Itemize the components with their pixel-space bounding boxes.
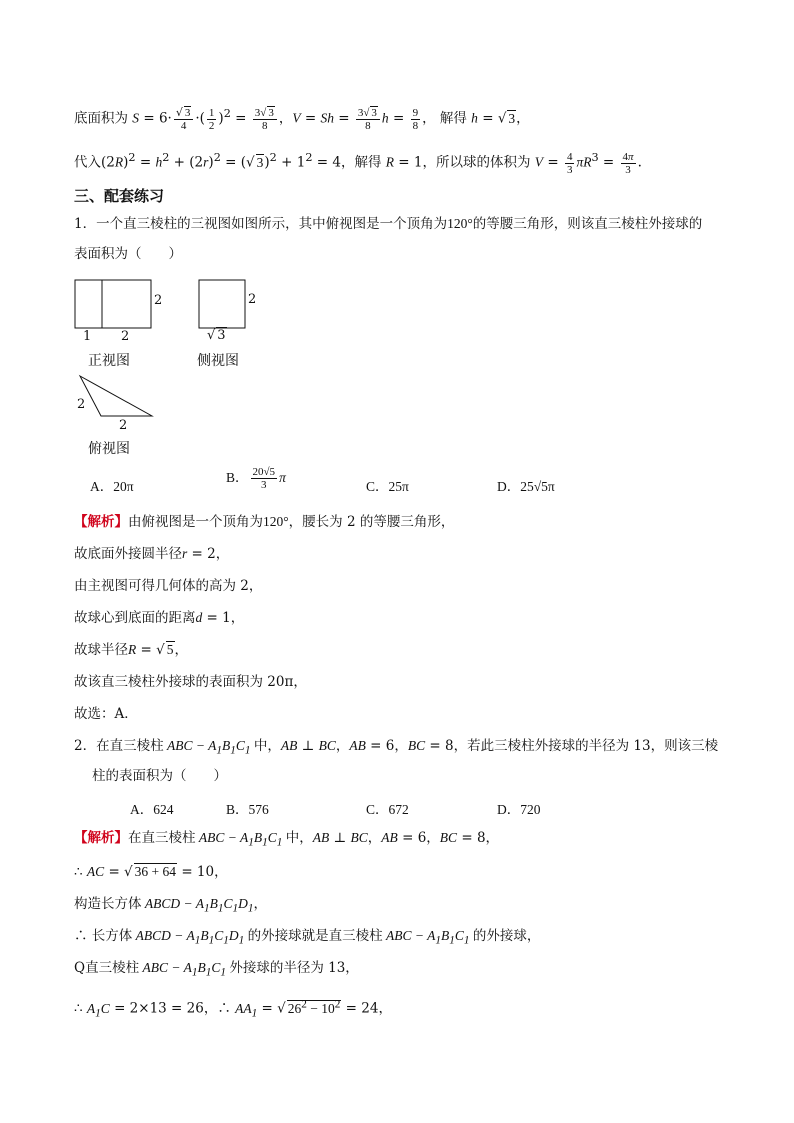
a2-line6: ∴ $A_1C = 2\times 13 = 26$，∴ $AA_1$ = √ $26^2 - 10^2 = 24$， [74,998,392,1020]
q1-text-line2: 表面积为（ ） [74,246,182,262]
front-width1-label: 1 [83,329,92,344]
a2-line2: ∴ AC = √ 36 + 64 = 10， [74,864,228,880]
side-view-label: 侧视图 [197,353,239,369]
top-leg-label: 2 [77,397,86,412]
a2-line4: ∴ 长方体 ABCD − $A_1B_1C_1D_1$ 的外接球就是直三棱柱 ABC − $A_1B_1C_1$ 的外接球， [74,928,541,947]
analysis-tag: 【解析】 [74,514,128,530]
a2-line3: 构造长方体 ABCD − $A_1B_1C_1D_1$， [74,896,267,915]
top-base-label: 2 [119,418,128,433]
q1-option-a: A．20π [90,479,134,494]
a1-line3: 由主视图可得几何体的高为 2， [74,578,263,594]
a1-line2: 故底面外接圆半径r = 2， [74,546,230,562]
q2-option-a: A．624 [130,802,174,817]
front-height-label: 2 [154,293,163,308]
side-height-label: 2 [248,292,257,307]
front-view-label: 正视图 [88,353,130,369]
q2-option-b: B．576 [226,802,269,817]
q2-option-d: D．720 [497,802,541,817]
section-heading: 三、配套练习 [74,187,165,205]
a1-line6: 故该直三棱柱外接球的表面积为 20π， [74,674,307,690]
q1-option-c: C．25π [366,479,409,494]
front-width2-label: 2 [121,329,130,344]
q2-text-line1: 2．在直三棱柱 ABC − $A_1B_1C_1$ 中，AB ⊥ BC，AB = 6，BC = 8，若此三棱柱外接球的半径为 13，则该三棱 [74,738,719,757]
q2-text-line2: 柱的表面积为（ ） [92,768,227,784]
top-view-label: 俯视图 [88,441,130,457]
a2-line5: Q直三棱柱 ABC − $A_1B_1C_1$ 外接球的半径为 13， [74,960,359,979]
analysis-tag: 【解析】 [74,830,128,846]
front-view-rect [75,280,151,328]
q2-option-c: C．672 [366,802,409,817]
a1-line1: 【解析】由俯视图是一个顶角为120°，腰长为 2 的等腰三角形， [74,514,455,530]
q1-option-b: B． $\frac{20√5}{3}$ π [226,466,286,492]
a1-line4: 故球心到底面的距离d = 1， [74,610,245,626]
solution-line-area-volume: 底面积为 S = 6· $\frac{√ 3}{4}$ ·( $\frac{1}{2}$ )$^2$ = $\frac{3√ 3}{8}$ ，V = Sh = $\frac{3√ 3}{8}$ h = $\frac{9}{8}$ ， 解得 h = √ 3， [74,105,530,132]
q1-text-line1: 1．一个直三棱柱的三视图如图所示，其中俯视图是一个顶角为120°的等腰三角形，则该直三棱柱外接球的 [74,216,703,232]
top-view-triangle [80,376,152,416]
q1-option-d: D．25√5π [497,479,555,494]
a1-line7: 故选：A． [74,706,138,722]
a1-line5: 故球半径R = √ 5， [74,642,188,658]
solution-line-sphere-volume: 代入$(2R)^2 = h^2 + (2r)^2$ = (√ $3)^2 + 1^2 = 4$，解得 R = 1，所以球的体积为 V = $\frac{4}{3}$ $\pi R^3$ = $\frac{4\pi}{3}$ . [74,150,642,176]
a2-line1: 【解析】在直三棱柱 ABC − $A_1B_1C_1$ 中，AB ⊥ BC，AB = 6，BC = 8， [74,830,500,849]
side-width-label: √ 3 [207,328,226,343]
side-view-rect [199,280,245,328]
